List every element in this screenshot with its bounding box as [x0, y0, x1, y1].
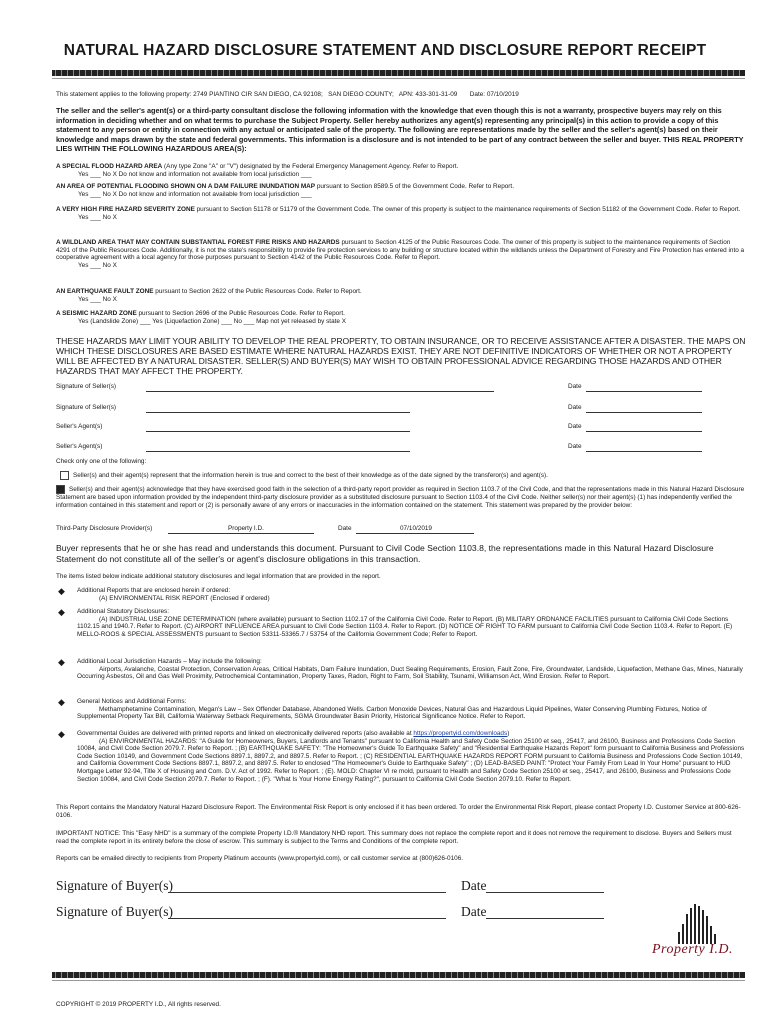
provider-label: Third-Party Disclosure Provider(s)	[56, 525, 153, 532]
agent-date-line-2[interactable]	[586, 451, 702, 452]
seller-signature-label-1: Signature of Seller(s)	[56, 383, 117, 390]
agent-signature-label-1: Seller's Agent(s)	[56, 423, 103, 430]
hazard-seismic-text: pursuant to Section 2696 of the Public Resources Code. Refer to Report.	[136, 310, 345, 317]
hazard-earthquake	[56, 288, 746, 303]
hazard-flood-heading: A SPECIAL FLOOD HAZARD AREA	[56, 163, 163, 170]
provider-name: Property I.D.	[228, 525, 264, 532]
buyer-date-label-2: Date	[461, 904, 487, 919]
seller-date-label-1: Date	[568, 383, 582, 390]
provider-date-label: Date	[338, 525, 352, 532]
property-address: 2749 PIANTINO CIR SAN DIEGO, CA 92108;	[193, 91, 323, 98]
provider-name-line	[168, 533, 314, 534]
email-note: Reports can be emailed directly to recipients from Property Platinum accounts (www.propertyid.com), or call customer service at (800)626-0106.	[56, 855, 464, 862]
downloads-link[interactable]: https://propertyid.com/downloads	[413, 730, 508, 737]
hazard-seismic	[56, 310, 746, 325]
item-additional-reports-body: (A) ENVIRONMENTAL RISK REPORT (Enclosed if ordered)	[99, 594, 270, 602]
hazard-dam-heading: AN AREA OF POTENTIAL FLOODING SHOWN ON A DAM FAILURE INUNDATION MAP	[56, 183, 316, 190]
items-intro: The items listed below indicate additional statutory disclosures and legal information that are provided in the report.	[56, 573, 381, 580]
property-apn: APN: 433-301-31-09	[398, 91, 458, 98]
option-third-party[interactable]	[56, 485, 746, 509]
option-third-party-text: Seller(s) and their agent(s) acknowledge that they have exercised good faith in the selection of a third-party report provider as required in Section 1103.7 of the Civil Code, and that the representations made in this Natural Hazard Disclosure Statement are based upon information provided by the independent third-party disclosure provider as a substituted disclosure pursuant to Section 1103.4 of the Civil Code. Neither seller(s) nor their agent(s) (1) has independently verified the information contained in this statement and report or (2) is personally aware of any errors or inaccuracies in the information contained on the statement. This statement was prepared by the provider below:	[56, 486, 745, 509]
property-date: Date: 07/10/2019	[469, 91, 519, 98]
item-governmental-guides-heading	[77, 730, 745, 738]
buyer-date-line-1[interactable]	[486, 892, 604, 893]
buyer-signature-label-2: Signature of Buyer(s)	[56, 904, 173, 919]
provider-date: 07/10/2019	[400, 525, 432, 532]
hazard-fire-text: pursuant to Section 51178 or 51179 of the Government Code. The owner of this property is subject to the maintenance requirements of Section 51182 of the Government Code. Refer to Report.	[194, 206, 741, 213]
item-general-notices-heading: General Notices and Additional Forms:	[77, 698, 187, 705]
hazard-wildland-text: pursuant to Section 4125 of the Public Resources Code. The owner of this property is subject to the maintenance requirements of Section 4291 of the Public Resources Code. Additionally, it is not the state's responsibility to provide fire protection services to any building or structure located within the wildlands unless the Department of Forestry and Fire Protection has entered into a cooperative agreement with a local agency for those purposes pursuant to Section 4142 of the Public Resources Code. Refer to Report.	[56, 239, 745, 262]
document-title: NATURAL HAZARD DISCLOSURE STATEMENT AND DISCLOSURE REPORT RECEIPT	[63, 42, 707, 59]
agent-signature-label-2: Seller's Agent(s)	[56, 443, 103, 450]
hazard-flood-answer: Yes ___ No X Do not know and information not available from local jurisdiction ___	[78, 170, 312, 178]
option-true-correct[interactable]	[60, 471, 746, 480]
top-divider-thin	[52, 78, 745, 79]
important-notice: IMPORTANT NOTICE: This "Easy NHD" is a summary of the complete Property I.D.® Mandatory NHD report. This summary does not replace the complete report and it does not remove the requirement to disclose. Buyers and Sellers must read the complete report in its entirety before the close of escrow. This summary is subject to the Terms and Conditions of the complete report.	[56, 830, 732, 845]
bullet-icon: ◆	[58, 586, 65, 596]
item-additional-reports-heading: Additional Reports that are enclosed herein if ordered:	[77, 587, 231, 594]
logo-tower-icon	[650, 900, 750, 970]
agent-signature-line-1[interactable]	[146, 431, 410, 432]
seller-signature-label-2: Signature of Seller(s)	[56, 404, 117, 411]
hazard-flood-text: (Any type Zone "A" or "V") designated by the Federal Emergency Management Agency. Refer to Report.	[162, 163, 459, 170]
hazard-earthquake-answer: Yes ___ No X	[78, 295, 117, 303]
hazard-fire	[56, 206, 746, 221]
hazard-dam-text: pursuant to Section 8589.5 of the Government Code. Refer to Report.	[315, 183, 514, 190]
buyer-signature-line-1[interactable]	[168, 892, 446, 893]
hazard-earthquake-heading: AN EARTHQUAKE FAULT ZONE	[56, 288, 154, 295]
buyer-statement: Buyer represents that he or she has read and understands this document. Pursuant to Civil Code Section 1103.8, the representations made in this Natural Hazard Disclosure Statement do not constitute all of the seller's or agent's disclosure obligations in this transaction.	[56, 543, 714, 564]
hazard-wildland-heading: A WILDLAND AREA THAT MAY CONTAIN SUBSTANTIAL FOREST FIRE RISKS AND HAZARDS	[56, 239, 340, 246]
item-governmental-guides-body: (A) ENVIRONMENTAL HAZARDS: "A Guide for Homeowners, Buyers, Landlords and Tenants" pursuant to California Health and Safety Code Section 25100 et seq., 25417, and 26100, Business and Professions Code Section 10084, and Civil Code Section 2079.7. Refer to Report. ; (B) EARTHQUAKE SAFETY: "The Homeowner's Guide To Earthquake Safety" and "Residential Earthquake Hazards Report" form pursuant to California Business and Professions Code Section 10149, and Government Code Sections 8897.1, 8897.2, and 8897.5. Refer to Report. ; (C) RESIDENTIAL EARTHQUAKE HAZARDS REPORT FORM pursuant to California Business and Professions Code Section 10149, and California Government Code Sections 8897.1, 8897.2, and 8897.5. Refer to enclosed "The Homeowner's Guide to Earthquake Safety" ; (D) LEAD-BASED PAINT: "Protect Your Family From Lead In Your Home" pursuant to HUD Mortgage Letter 92-94, Title X of Housing and Com. D.V. Act of 1992. Refer to Report. ; (E). MOLD: Chapter VI re mold, pursuant to Health and Safety Code Section 25100 et seq., 25417, and 26100, Business and Professions Code Section 10084, and Civil Code Section 2079.7. Refer to Report. ; (F). "What Is Your Home Energy Rating?", pursuant to California Civil Code Section 2079.10. Refer to Report.	[77, 737, 745, 783]
seller-signature-line-1[interactable]	[146, 391, 494, 392]
hazard-seismic-heading: A SEISMIC HAZARD ZONE	[56, 310, 137, 317]
item-general-notices	[77, 698, 745, 721]
property-county: SAN DIEGO COUNTY;	[328, 91, 394, 98]
agent-date-label-1: Date	[568, 423, 582, 430]
bottom-divider-thin	[52, 980, 745, 981]
bullet-icon: ◆	[58, 729, 65, 739]
bullet-icon: ◆	[58, 697, 65, 707]
seller-signature-line-2[interactable]	[146, 412, 410, 413]
property-id-logo	[650, 900, 750, 970]
hazard-flood	[56, 163, 746, 178]
item-statutory-body: (A) INDUSTRIAL USE ZONE DETERMINATION (where available) pursuant to Section 1102.17 of the California Civil Code. Refer to Report. (B) MILITARY ORDNANCE FACILITIES pursuant to California Civil Code Sections 1102.15 and 1940.7. Refer to Report. (C) AIRPORT INFLUENCE AREA pursuant to Civil Code Section 1103.4. Refer to Report. (D) NOTICE OF RIGHT TO FARM pursuant to California Civil Code Section 1103.4. Refer to Report. (E) MELLO-ROOS & SPECIAL ASSESSMENTS pursuant to Section 53311-53365.7 / 53754 of the California Government Code; Refer to Report.	[77, 615, 733, 638]
property-lead: This statement applies to the following property:	[56, 91, 192, 98]
seller-date-line-1[interactable]	[586, 391, 702, 392]
buyer-date-line-2[interactable]	[486, 918, 604, 919]
hazard-dam-answer: Yes ___ No X Do not know and information not available from local jurisdiction ___	[78, 190, 312, 198]
intro-paragraph: The seller and the seller's agent(s) or a third-party consultant disclose the following information with the knowledge that even though this is not a warranty, prospective buyers may rely on this information in deciding whether and on what terms to purchase the Subject Property. Seller hereby authorizes any agent(s) representing any principal(s) in this action to provide a copy of this statement to any person or entity in connection with any actual or anticipated sale of the property. The following are representations made by the seller and the seller's agent(s) based on their knowledge and maps drawn by the state and federal governments. This information is a disclosure and is not intended to be part of any contract between the seller and buyer. THIS REAL PROPERTY LIES WITHIN THE FOLLOWING HAZARDOUS AREA(S):	[56, 106, 744, 153]
item-local-hazards	[77, 658, 745, 681]
item-local-hazards-body: Airports, Avalanche, Coastal Protection, Conservation Areas, Critical Habitats, Dam Failure Inundation, Duct Sealing Requirements, Erosion, Fault Zone, Fire, Groundwater, Landslide, Liquefaction, Methane Gas, Mines, Naturally Occurring Asbestos, Oil and Gas Well Proximity, Petrochemical Contamination, Property Taxes, Radon, Right to Farm, Soil Stability, Tsunami, Williamson Act, Wind Erosion. Refer to Report.	[77, 665, 743, 681]
buyer-signature-line-2[interactable]	[168, 918, 446, 919]
hazard-dam	[56, 183, 746, 198]
hazard-wildland	[56, 239, 746, 269]
hazard-fire-heading: A VERY HIGH FIRE HAZARD SEVERITY ZONE	[56, 206, 195, 213]
item-additional-reports	[77, 587, 745, 602]
bottom-divider	[52, 972, 745, 978]
mandatory-note: This Report contains the Mandatory Natural Hazard Disclosure Report. The Environmental Risk Report is only enclosed if it has been ordered. To order the Environmental Risk Report, please contact Property I.D. Customer Service at 800-626-0106.	[56, 804, 741, 819]
buyer-signature-label-1: Signature of Buyer(s)	[56, 878, 173, 893]
agent-date-label-2: Date	[568, 443, 582, 450]
option-true-correct-text: Seller(s) and their agent(s) represent that the information herein is true and correct to the best of their knowledge as of the date signed by the transferor(s) and agent(s).	[73, 472, 548, 480]
item-governmental-guides-heading-tail: )	[507, 730, 510, 737]
property-line	[56, 91, 746, 99]
seller-date-label-2: Date	[568, 404, 582, 411]
item-statutory-heading: Additional Statutory Disclosures:	[77, 608, 169, 615]
bullet-icon: ◆	[58, 657, 65, 667]
hazard-wildland-answer: Yes ___ No X	[78, 261, 117, 269]
agent-date-line-1[interactable]	[586, 431, 702, 432]
hazard-earthquake-text: pursuant to Section 2622 of the Public Resources Code. Refer to Report.	[153, 288, 362, 295]
item-governmental-guides	[77, 730, 745, 783]
item-governmental-guides-heading-text: Governmental Guides are delivered with printed reports and linked on electronically delivered reports (also available at	[77, 730, 414, 737]
bullet-icon: ◆	[58, 607, 65, 617]
item-general-notices-body: Methamphetamine Contamination, Megan's Law – Sex Offender Database, Abandoned Wells. Carbon Monoxide Devices, Natural Gas and Hazardous Liquid Pipelines, Water Conserving Plumbing Fixtures, Notice of Supplemental Property Tax Bill, California Waterway Setback Requirements, SGMA Groundwater Basin Priority, Historical Significance Notice. Refer to Report.	[77, 705, 707, 721]
logo-text: Property I.D.	[652, 942, 734, 957]
option-true-correct-checkbox[interactable]	[60, 471, 69, 480]
agent-signature-line-2[interactable]	[146, 451, 410, 452]
top-divider	[52, 70, 745, 76]
option-third-party-checkbox[interactable]	[56, 485, 65, 494]
hazard-seismic-answer: Yes (Landslide Zone) ___ Yes (Liquefaction Zone) ___ No ___ Map not yet released by state X	[78, 317, 346, 325]
seller-date-line-2[interactable]	[586, 412, 702, 413]
item-statutory	[77, 608, 745, 638]
provider-date-line	[356, 533, 474, 534]
hazard-warning: THESE HAZARDS MAY LIMIT YOUR ABILITY TO DEVELOP THE REAL PROPERTY, TO OBTAIN INSURANCE, OR TO RECEIVE ASSISTANCE AFTER A DISASTER. THE MAPS ON WHICH THESE DISCLOSURES ARE BASED ESTIMATE WHERE NATURAL HAZARDS EXIST. THEY ARE NOT DEFINITIVE INDICATORS OF WHETHER OR NOT A PROPERTY WILL BE AFFECTED BY A NATURAL DISASTER. SELLER(S) AND BUYER(S) MAY WISH TO OBTAIN PROFESSIONAL ADVICE REGARDING THOSE HAZARDS AND OTHER HAZARDS THAT MAY AFFECT THE PROPERTY.	[56, 336, 746, 376]
buyer-date-label-1: Date	[461, 878, 487, 893]
hazard-fire-answer: Yes ___ No X	[78, 213, 117, 221]
copyright: COPYRIGHT © 2019 PROPERTY I.D., All rights reserved.	[56, 1001, 221, 1008]
check-one-label: Check only one of the following:	[56, 458, 147, 465]
item-local-hazards-heading: Additional Local Jurisdiction Hazards – May include the following:	[77, 658, 262, 665]
